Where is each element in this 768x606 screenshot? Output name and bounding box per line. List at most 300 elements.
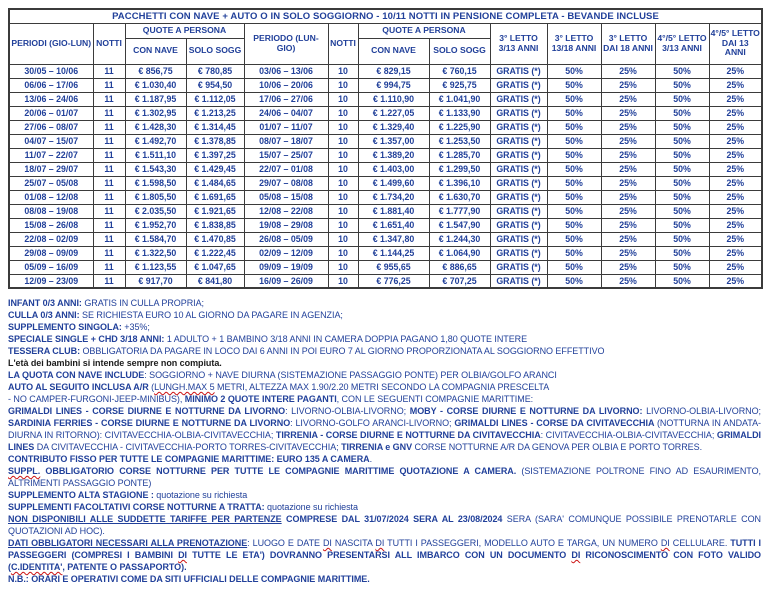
cell-letto3-313: GRATIS (*) (490, 92, 547, 106)
cell-letto45-313: 50% (655, 190, 709, 204)
cell-letto45-313: 50% (655, 274, 709, 288)
cell-letto3-313: GRATIS (*) (490, 106, 547, 120)
cell-letto3-dai18: 25% (601, 120, 655, 134)
cell-letto3-313: GRATIS (*) (490, 274, 547, 288)
note-segment: MOBY - CORSE DIURNE E NOTTURNE DA LIVORNO: (409, 406, 643, 416)
cell-letto3-313: GRATIS (*) (490, 162, 547, 176)
cell-periodo-gio-lun: 29/08 – 09/09 (9, 246, 93, 260)
note-segment: TUTTE LE ETA') DOVRANNO PRESENTARSI ALL IMBARCO CON UN DOCUMENTO (186, 550, 572, 560)
table-row (9, 232, 762, 246)
note-segment: SERA (SARA' COMUNQUE POSSIBILE PRENOTARLE CON QUOTAZIONI AD HOC). (8, 514, 761, 536)
cell-periodo-gio-lun: 06/06 – 17/06 (9, 78, 93, 92)
cell-periodo-lun-gio: 29/07 – 08/08 (244, 176, 328, 190)
table-row (9, 162, 762, 176)
cell-periodo-lun-gio: 26/08 – 05/09 (244, 232, 328, 246)
cell-letto3-dai18: 25% (601, 78, 655, 92)
cell-con-nave-11: € 2.035,50 (125, 204, 186, 218)
cell-solo-sogg-10: € 1.133,90 (429, 106, 490, 120)
note-segment: DI (178, 550, 187, 560)
table-row (9, 78, 762, 92)
cell-letto45-dai13: 25% (709, 218, 762, 232)
cell-letto3-1318: 50% (547, 92, 601, 106)
cell-periodo-gio-lun: 22/08 – 02/09 (9, 232, 93, 246)
cell-con-nave-10: € 1.651,40 (358, 218, 429, 232)
cell-periodo-gio-lun: 04/07 – 15/07 (9, 134, 93, 148)
col-header-letto3-313: 3° LETTO 3/13 ANNI (490, 23, 547, 64)
cell-periodo-lun-gio: 24/06 – 04/07 (244, 106, 328, 120)
cell-letto3-dai18: 25% (601, 190, 655, 204)
cell-notti-10: 10 (328, 64, 358, 78)
cell-letto45-313: 50% (655, 260, 709, 274)
cell-letto3-313: GRATIS (*) (490, 78, 547, 92)
note-segment: : LIVORNO-OLBIA-LIVORNO; (285, 406, 410, 416)
cell-letto3-1318: 50% (547, 134, 601, 148)
note-segment: DATI OBBLIGATORI NECESSARI ALLA PRENOTAZIONE (8, 538, 248, 548)
cell-letto45-313: 50% (655, 106, 709, 120)
note-segment: OBBLIGATORIO CORSE NOTTURNE PER TUTTE LE COMPAGNIE MARITTIME QUOTAZIONE A CAMERA. (40, 466, 517, 476)
cell-letto45-dai13: 25% (709, 232, 762, 246)
note-segment: SE RICHIESTA EURO 10 AL GIORNO DA PAGARE IN AGENZIA; (82, 310, 343, 320)
cell-letto45-313: 50% (655, 78, 709, 92)
cell-letto3-dai18: 25% (601, 260, 655, 274)
cell-notti-10: 10 (328, 246, 358, 260)
cell-notti-10: 10 (328, 232, 358, 246)
cell-notti-10: 10 (328, 106, 358, 120)
note-line (8, 489, 761, 501)
note-segment: quotazione su richiesta (156, 490, 248, 500)
cell-con-nave-10: € 1.403,00 (358, 162, 429, 176)
table-row (9, 92, 762, 106)
note-segment: LIVORNO-OLBIA-LIVORNO; (642, 406, 761, 416)
cell-letto3-1318: 50% (547, 176, 601, 190)
note-segment: N.B.: ORARI E OPERATIVI COME DA SITI UFFICIALI DELLE COMPAGNIE MARITTIME. (8, 574, 370, 584)
note-line (8, 345, 761, 357)
cell-letto45-313: 50% (655, 120, 709, 134)
cell-periodo-gio-lun: 25/07 – 05/08 (9, 176, 93, 190)
note-segment: COMPRESE DAL 31/07/2024 SERA AL 23/08/2024 (281, 514, 503, 524)
note-segment: ( (151, 382, 155, 392)
cell-solo-sogg-10: € 1.225,90 (429, 120, 490, 134)
cell-solo-sogg-10: € 760,15 (429, 64, 490, 78)
cell-periodo-lun-gio: 22/07 – 01/08 (244, 162, 328, 176)
note-segment: LUNGH.MAX 5 (154, 382, 215, 392)
cell-con-nave-10: € 1.357,00 (358, 134, 429, 148)
notes-section (8, 297, 761, 585)
cell-solo-sogg-11: € 1.047,65 (186, 260, 244, 274)
cell-letto3-dai18: 25% (601, 92, 655, 106)
col-header-notti-10: NOTTI (328, 23, 358, 64)
note-segment: TIRRENIA e GNV (341, 442, 413, 452)
note-segment: , PATENTE O PASSAPORTO). (62, 562, 187, 572)
cell-periodo-gio-lun: 15/08 – 26/08 (9, 218, 93, 232)
note-segment: SPECIALE SINGLE + CHD 3/18 ANNI: (8, 334, 167, 344)
cell-letto45-dai13: 25% (709, 134, 762, 148)
cell-letto3-1318: 50% (547, 148, 601, 162)
cell-periodo-gio-lun: 08/08 – 19/08 (9, 204, 93, 218)
cell-letto45-313: 50% (655, 246, 709, 260)
note-segment: TUTTI I PASSEGGERI, MODELLO AUTO E TARGA, UN NUMERO (384, 538, 661, 548)
cell-periodo-lun-gio: 08/07 – 18/07 (244, 134, 328, 148)
cell-letto45-313: 50% (655, 204, 709, 218)
note-line (8, 501, 761, 513)
note-line (8, 405, 761, 453)
cell-letto3-1318: 50% (547, 106, 601, 120)
note-segment: GRIMALDI LINES - CORSE DIURNE E NOTTURNE DA LIVORNO (8, 406, 286, 416)
cell-letto3-1318: 50% (547, 260, 601, 274)
cell-letto3-313: GRATIS (*) (490, 148, 547, 162)
col-header-con-nave-11: CON NAVE (125, 38, 186, 64)
cell-periodo-gio-lun: 01/08 – 12/08 (9, 190, 93, 204)
cell-solo-sogg-10: € 1.396,10 (429, 176, 490, 190)
cell-solo-sogg-10: € 886,65 (429, 260, 490, 274)
cell-con-nave-11: € 856,75 (125, 64, 186, 78)
cell-periodo-gio-lun: 12/09 – 23/09 (9, 274, 93, 288)
cell-letto45-313: 50% (655, 92, 709, 106)
cell-periodo-gio-lun: 11/07 – 22/07 (9, 148, 93, 162)
note-segment: SUPPL. (8, 466, 41, 476)
cell-solo-sogg-10: € 1.041,90 (429, 92, 490, 106)
cell-notti-11: 11 (93, 274, 125, 288)
cell-solo-sogg-11: € 1.691,65 (186, 190, 244, 204)
cell-con-nave-10: € 776,25 (358, 274, 429, 288)
note-segment: INFANT 0/3 ANNI: (8, 298, 85, 308)
cell-letto45-dai13: 25% (709, 190, 762, 204)
cell-notti-10: 10 (328, 162, 358, 176)
cell-solo-sogg-11: € 1.429,45 (186, 162, 244, 176)
cell-periodo-gio-lun: 18/07 – 29/07 (9, 162, 93, 176)
cell-con-nave-10: € 1.110,90 (358, 92, 429, 106)
cell-notti-11: 11 (93, 162, 125, 176)
table-row (9, 204, 762, 218)
note-line (8, 465, 761, 489)
cell-periodo-lun-gio: 05/08 – 15/08 (244, 190, 328, 204)
cell-solo-sogg-10: € 1.253,50 (429, 134, 490, 148)
cell-con-nave-11: € 1.805,50 (125, 190, 186, 204)
cell-letto3-1318: 50% (547, 190, 601, 204)
cell-con-nave-10: € 1.389,20 (358, 148, 429, 162)
col-header-con-nave-10: CON NAVE (358, 38, 429, 64)
cell-letto45-dai13: 25% (709, 260, 762, 274)
note-line (8, 537, 761, 573)
note-segment: : CIVITAVECCHIA-OLBIA-CIVITAVECCHIA; (540, 430, 717, 440)
cell-letto45-dai13: 25% (709, 92, 762, 106)
cell-con-nave-11: € 1.187,95 (125, 92, 186, 106)
table-row (9, 64, 762, 78)
note-line (8, 393, 761, 405)
note-segment: : SOGGIORNO + NAVE DIURNA (SISTEMAZIONE PASSAGGIO PONTE) PER OLBIA/GOLFO ARANCI (144, 370, 557, 380)
cell-solo-sogg-11: € 1.921,65 (186, 204, 244, 218)
cell-con-nave-10: € 1.329,40 (358, 120, 429, 134)
note-segment: MINIMO 2 QUOTE INTERE PAGANTI (184, 394, 337, 404)
cell-solo-sogg-11: € 1.397,25 (186, 148, 244, 162)
cell-con-nave-10: € 994,75 (358, 78, 429, 92)
cell-con-nave-11: € 1.543,30 (125, 162, 186, 176)
cell-solo-sogg-11: € 1.314,45 (186, 120, 244, 134)
cell-notti-10: 10 (328, 78, 358, 92)
note-segment: NASCITA (331, 538, 376, 548)
cell-periodo-gio-lun: 30/05 – 10/06 (9, 64, 93, 78)
note-segment: DA CIVITAVECCHIA - CIVITAVECCHIA-PORTO TORRES-CIVITAVECCHIA; (34, 442, 342, 452)
cell-notti-11: 11 (93, 260, 125, 274)
cell-letto3-1318: 50% (547, 232, 601, 246)
note-segment: - NO CAMPER-FURGONI-JEEP-MINIBUS), (8, 394, 185, 404)
cell-solo-sogg-10: € 1.244,30 (429, 232, 490, 246)
cell-solo-sogg-10: € 925,75 (429, 78, 490, 92)
cell-solo-sogg-10: € 1.285,70 (429, 148, 490, 162)
cell-periodo-lun-gio: 15/07 – 25/07 (244, 148, 328, 162)
cell-con-nave-10: € 1.499,60 (358, 176, 429, 190)
table-row (9, 190, 762, 204)
note-segment: LA QUOTA CON NAVE INCLUDE (8, 370, 145, 380)
col-header-solo-sogg-10: SOLO SOGG (429, 38, 490, 64)
note-segment: CONTRIBUTO FISSO PER TUTTE LE COMPAGNIE MARITTIME: EURO 135 A CAMERA (8, 454, 370, 464)
cell-con-nave-11: € 1.030,40 (125, 78, 186, 92)
cell-letto3-313: GRATIS (*) (490, 232, 547, 246)
cell-solo-sogg-11: € 1.470,85 (186, 232, 244, 246)
col-header-letto45-313: 4°/5° LETTO 3/13 ANNI (655, 23, 709, 64)
cell-solo-sogg-11: € 1.213,25 (186, 106, 244, 120)
cell-letto45-313: 50% (655, 162, 709, 176)
note-segment: SUPPLEMENTO SINGOLA: (8, 322, 125, 332)
note-segment: SUPPLEMENTO ALTA STAGIONE : (8, 490, 157, 500)
cell-solo-sogg-10: € 1.547,90 (429, 218, 490, 232)
cell-letto3-313: GRATIS (*) (490, 134, 547, 148)
cell-periodo-lun-gio: 16/09 – 26/09 (244, 274, 328, 288)
note-segment: GRATIS IN CULLA PROPRIA; (84, 298, 204, 308)
cell-letto45-313: 50% (655, 134, 709, 148)
cell-solo-sogg-11: € 1.838,85 (186, 218, 244, 232)
cell-con-nave-11: € 1.492,70 (125, 134, 186, 148)
cell-solo-sogg-11: € 780,85 (186, 64, 244, 78)
col-header-periodo-lun-gio: PERIODO (LUN-GIO) (244, 23, 328, 64)
cell-letto3-dai18: 25% (601, 148, 655, 162)
cell-con-nave-11: € 1.302,95 (125, 106, 186, 120)
cell-letto3-1318: 50% (547, 218, 601, 232)
cell-letto45-313: 50% (655, 232, 709, 246)
note-segment: (NOTTURNA IN ANDATA-DIURNA IN RITORNO): CIVITAVECCHIA-OLBIA-CIVITAVECCHIA; (8, 418, 761, 440)
note-segment: : LUOGO E DATE (247, 538, 323, 548)
cell-con-nave-11: € 917,70 (125, 274, 186, 288)
cell-periodo-lun-gio: 02/09 – 12/09 (244, 246, 328, 260)
cell-solo-sogg-10: € 707,25 (429, 274, 490, 288)
cell-letto3-dai18: 25% (601, 134, 655, 148)
col-header-quote-a-persona-nave: QUOTE A PERSONA (125, 23, 244, 38)
cell-notti-11: 11 (93, 232, 125, 246)
cell-notti-11: 11 (93, 92, 125, 106)
note-segment: SUPPLEMENTI FACOLTATIVI CORSE NOTTURNE A TRATTA: (8, 502, 268, 512)
cell-letto3-1318: 50% (547, 204, 601, 218)
table-row (9, 148, 762, 162)
cell-letto3-dai18: 25% (601, 274, 655, 288)
table-header-row-1 (9, 23, 762, 38)
note-line (8, 453, 761, 465)
cell-con-nave-10: € 1.144,25 (358, 246, 429, 260)
note-segment: L'età dei bambini si intende sempre non compiuta. (8, 358, 222, 368)
cell-letto3-313: GRATIS (*) (490, 176, 547, 190)
col-header-letto3-dai18: 3° LETTO DAI 18 ANNI (601, 23, 655, 64)
cell-letto45-dai13: 25% (709, 246, 762, 260)
cell-notti-10: 10 (328, 218, 358, 232)
cell-letto45-dai13: 25% (709, 204, 762, 218)
cell-con-nave-10: € 1.347,80 (358, 232, 429, 246)
cell-letto45-313: 50% (655, 218, 709, 232)
cell-letto45-dai13: 25% (709, 78, 762, 92)
note-segment: CELLULARE. (669, 538, 728, 548)
cell-con-nave-11: € 1.428,30 (125, 120, 186, 134)
cell-periodo-lun-gio: 19/08 – 29/08 (244, 218, 328, 232)
cell-letto3-313: GRATIS (*) (490, 190, 547, 204)
note-segment: GRIMALDI LINES - CORSE DA CIVITAVECCHIA (454, 418, 657, 428)
table-row (9, 106, 762, 120)
note-segment: : LIVORNO-GOLFO ARANCI-LIVORNO; (290, 418, 455, 428)
note-segment: OBBLIGATORIA DA PAGARE IN LOCO DAI 6 ANNI IN POI EURO 7 AL GIORNO PROPORZIONATA AL SOGGIORNO EFFETTIVO (82, 346, 605, 356)
note-segment: RICONOSCIMENTO CON FOTO VALIDO ( (8, 550, 761, 572)
note-segment: CULLA 0/3 ANNI: (8, 310, 83, 320)
cell-notti-10: 10 (328, 148, 358, 162)
cell-con-nave-10: € 1.734,20 (358, 190, 429, 204)
cell-solo-sogg-11: € 1.222,45 (186, 246, 244, 260)
col-header-periodi-gio-lun: PERIODI (GIO-LUN) (9, 23, 93, 64)
note-segment: TUTTI I PASSEGGERI (COMPRESI I BAMBINI (8, 538, 761, 560)
cell-solo-sogg-10: € 1.064,90 (429, 246, 490, 260)
cell-letto3-dai18: 25% (601, 176, 655, 190)
cell-con-nave-10: € 829,15 (358, 64, 429, 78)
cell-notti-11: 11 (93, 218, 125, 232)
cell-periodo-gio-lun: 20/06 – 01/07 (9, 106, 93, 120)
note-segment: quotazione su richiesta (267, 502, 358, 512)
table-title: PACCHETTI CON NAVE + AUTO O IN SOLO SOGGIORNO - 10/11 NOTTI IN PENSIONE COMPLETA - BEVANDE INCLUSE (9, 9, 762, 23)
price-table (8, 8, 763, 289)
note-line (8, 357, 761, 369)
cell-notti-11: 11 (93, 134, 125, 148)
col-header-solo-sogg-11: SOLO SOGG (186, 38, 244, 64)
cell-notti-10: 10 (328, 260, 358, 274)
cell-con-nave-11: € 1.511,10 (125, 148, 186, 162)
cell-solo-sogg-11: € 1.378,85 (186, 134, 244, 148)
table-row (9, 274, 762, 288)
col-header-letto3-1318: 3° LETTO 13/18 ANNI (547, 23, 601, 64)
note-line (8, 309, 761, 321)
cell-notti-11: 11 (93, 204, 125, 218)
cell-letto3-dai18: 25% (601, 232, 655, 246)
cell-letto3-1318: 50% (547, 64, 601, 78)
cell-letto3-1318: 50% (547, 246, 601, 260)
note-segment: DI (375, 538, 385, 548)
cell-solo-sogg-10: € 1.299,50 (429, 162, 490, 176)
cell-notti-10: 10 (328, 134, 358, 148)
note-line (8, 297, 761, 309)
col-header-letto45-dai13: 4°/5° LETTO DAI 13 ANNI (709, 23, 762, 64)
note-segment: TESSERA CLUB: (8, 346, 83, 356)
table-row (9, 246, 762, 260)
cell-letto45-313: 50% (655, 64, 709, 78)
note-segment: , CON LE SEGUENTI COMPAGNIE MARITTIME: (336, 394, 534, 404)
note-line (8, 573, 761, 585)
cell-con-nave-10: € 955,65 (358, 260, 429, 274)
cell-solo-sogg-11: € 1.112,05 (186, 92, 244, 106)
note-segment: METRI, ALTEZZA MAX 1.90/2.20 METRI SECONDO LA COMPAGNIA PRESCELTA (214, 382, 550, 392)
note-segment: SARDINIA FERRIES - CORSE DIURNE E NOTTURNE DA LIVORNO (8, 418, 291, 428)
cell-periodo-gio-lun: 05/09 – 16/09 (9, 260, 93, 274)
cell-letto3-313: GRATIS (*) (490, 260, 547, 274)
cell-periodo-lun-gio: 17/06 – 27/06 (244, 92, 328, 106)
cell-periodo-gio-lun: 13/06 – 24/06 (9, 92, 93, 106)
cell-letto3-1318: 50% (547, 120, 601, 134)
cell-notti-11: 11 (93, 176, 125, 190)
col-header-quote-a-persona-sogg: QUOTE A PERSONA (358, 23, 490, 38)
cell-notti-10: 10 (328, 176, 358, 190)
note-segment: 1 ADULTO + 1 BAMBINO 3/18 ANNI IN CAMERA DOPPIA PAGANO 1,80 QUOTE INTERE (166, 334, 528, 344)
cell-solo-sogg-11: € 1.484,65 (186, 176, 244, 190)
cell-con-nave-11: € 1.123,55 (125, 260, 186, 274)
cell-letto3-dai18: 25% (601, 204, 655, 218)
note-segment: NON DISPONIBILI ALLE SUDDETTE TARIFFE PER PARTENZE (8, 514, 282, 524)
cell-letto3-313: GRATIS (*) (490, 120, 547, 134)
note-segment: DI (322, 538, 332, 548)
cell-solo-sogg-11: € 841,80 (186, 274, 244, 288)
cell-notti-10: 10 (328, 190, 358, 204)
cell-solo-sogg-11: € 954,50 (186, 78, 244, 92)
table-row (9, 120, 762, 134)
cell-notti-11: 11 (93, 106, 125, 120)
cell-periodo-gio-lun: 27/06 – 08/07 (9, 120, 93, 134)
cell-letto45-dai13: 25% (709, 176, 762, 190)
cell-con-nave-11: € 1.584,70 (125, 232, 186, 246)
note-segment: CORSE NOTTURNE A/R DA GENOVA PER OLBIA E PORTO TORRES. (412, 442, 703, 452)
cell-letto45-313: 50% (655, 176, 709, 190)
col-header-notti-11: NOTTI (93, 23, 125, 64)
cell-letto45-dai13: 25% (709, 64, 762, 78)
cell-letto3-1318: 50% (547, 78, 601, 92)
cell-letto3-dai18: 25% (601, 162, 655, 176)
cell-periodo-lun-gio: 01/07 – 11/07 (244, 120, 328, 134)
note-line (8, 381, 761, 393)
note-segment: DI (571, 550, 581, 560)
cell-letto3-dai18: 25% (601, 64, 655, 78)
cell-con-nave-11: € 1.952,70 (125, 218, 186, 232)
cell-notti-11: 11 (93, 246, 125, 260)
cell-solo-sogg-10: € 1.630,70 (429, 190, 490, 204)
note-line (8, 333, 761, 345)
cell-letto45-dai13: 25% (709, 162, 762, 176)
table-row (9, 218, 762, 232)
table-row (9, 260, 762, 274)
cell-periodo-lun-gio: 10/06 – 20/06 (244, 78, 328, 92)
cell-notti-11: 11 (93, 78, 125, 92)
note-segment: TIRRENIA - CORSE DIURNE E NOTTURNE DA CIVITAVECCHIA (275, 430, 541, 440)
note-line (8, 369, 761, 381)
note-segment: DI (660, 538, 670, 548)
cell-letto45-313: 50% (655, 148, 709, 162)
cell-letto3-313: GRATIS (*) (490, 64, 547, 78)
cell-con-nave-10: € 1.881,40 (358, 204, 429, 218)
cell-notti-10: 10 (328, 120, 358, 134)
note-line (8, 321, 761, 333)
cell-periodo-lun-gio: 03/06 – 13/06 (244, 64, 328, 78)
cell-notti-11: 11 (93, 120, 125, 134)
cell-con-nave-10: € 1.227,05 (358, 106, 429, 120)
note-segment: (SISTEMAZIONE POLTRONE FINO AD ESAURIMENTO, ALTRIMENTI PASSAGGIO PONTE) (8, 466, 761, 488)
cell-notti-11: 11 (93, 148, 125, 162)
cell-letto3-313: GRATIS (*) (490, 246, 547, 260)
table-title-row (9, 9, 762, 23)
table-row (9, 134, 762, 148)
cell-letto3-dai18: 25% (601, 246, 655, 260)
cell-notti-10: 10 (328, 204, 358, 218)
cell-con-nave-11: € 1.598,50 (125, 176, 186, 190)
note-segment: C.IDENTITA' (10, 562, 63, 572)
note-segment: AUTO AL SEGUITO INCLUSA A/R (8, 382, 152, 392)
